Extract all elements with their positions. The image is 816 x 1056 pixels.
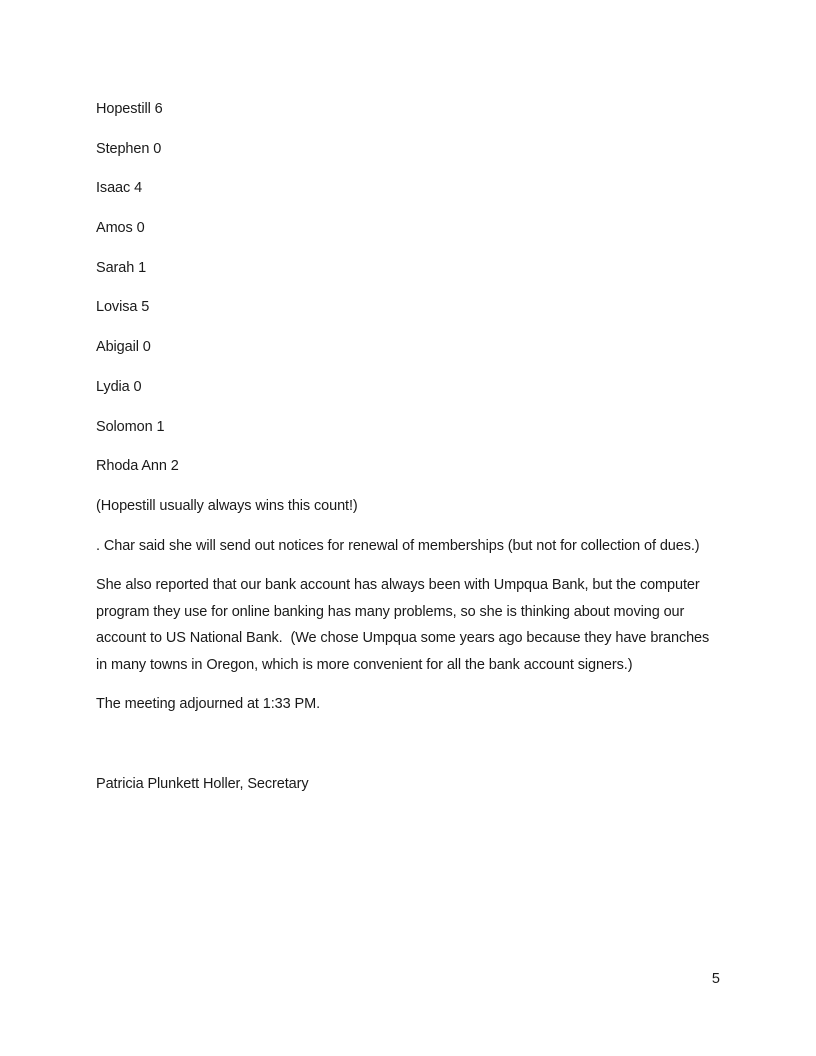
tally-line: Lydia 0 [96,378,142,395]
paragraph-bank-account: She also reported that our bank account has always been with Umpqua Bank, but the computer program they use for online banking has many problems, so she is thinking about moving our account to US National Bank. (We chose Umpqua some years ago because they have branches in many towns in Oregon, which is more convenient for all the bank account signers.) [96,577,714,673]
tally-line: Abigail 0 [96,339,151,356]
tally-line: Stephen 0 [96,140,162,157]
empty-paragraph [96,731,724,758]
page-number: 5 [711,971,720,987]
document-body [96,96,724,811]
tally-line: Solomon 1 [96,418,165,435]
tally-note: (Hopestill usually always wins this count!) [96,497,358,514]
tally-line: Isaac 4 [96,180,143,197]
tally-line: Sarah 1 [96,259,147,276]
paragraph-adjournment: The meeting adjourned at 1:33 PM. [96,696,321,713]
signature-line: Patricia Plunkett Holler, Secretary [96,775,309,792]
tally-line: Hopestill 6 [96,101,163,117]
tally-line: Amos 0 [96,220,145,237]
tally-line: Rhoda Ann 2 [96,458,179,475]
paragraph-membership-notices: . Char said she will send out notices for renewal of memberships (but not for collection of dues.) [96,537,700,554]
tally-line: Lovisa 5 [96,299,150,316]
